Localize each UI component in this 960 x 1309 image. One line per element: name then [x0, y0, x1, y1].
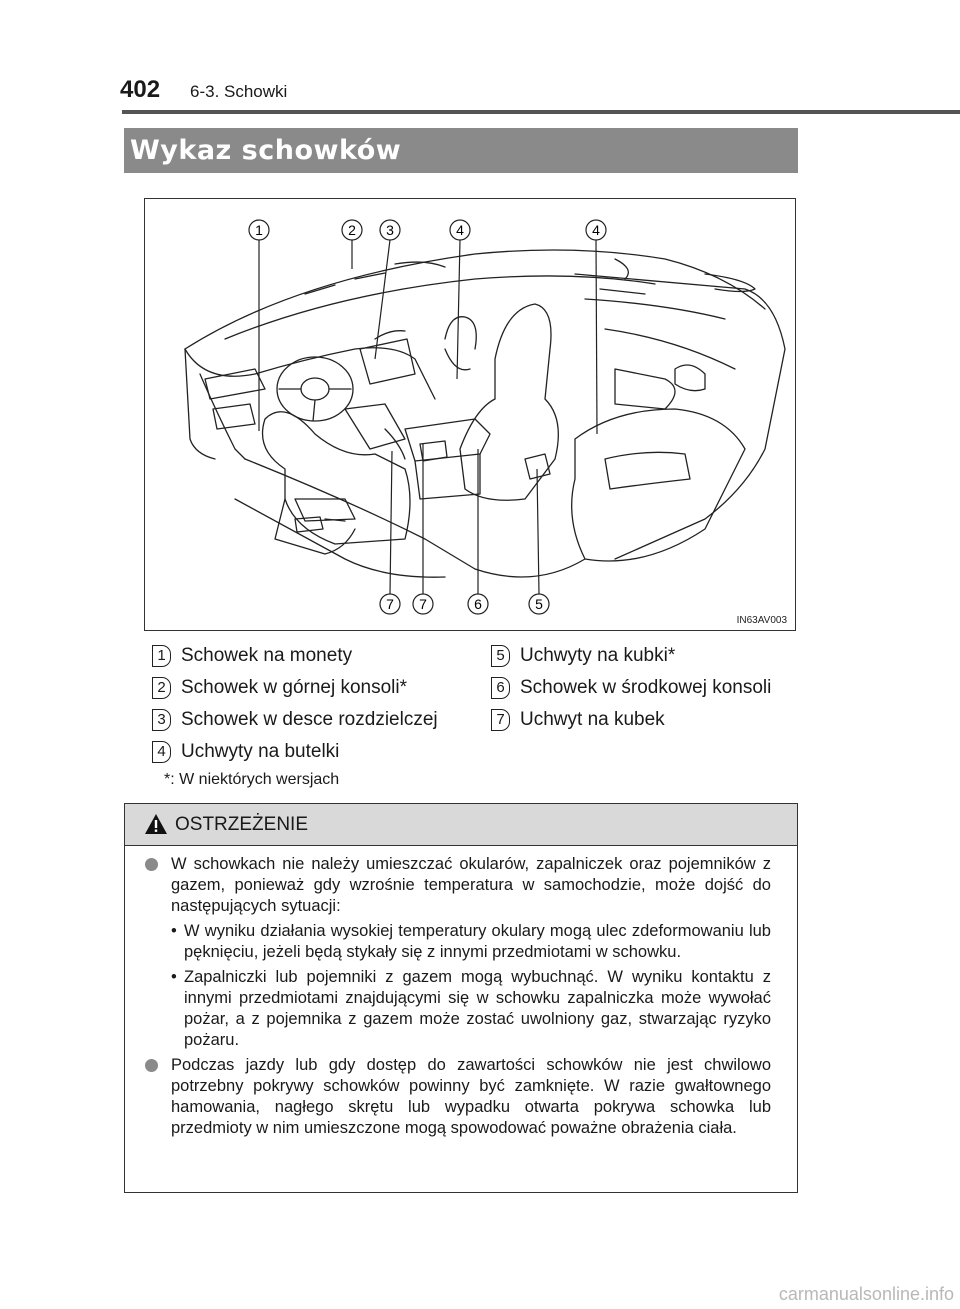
legend-label: Uchwyt na kubek	[520, 709, 665, 730]
warning-item	[145, 1055, 771, 1139]
legend-item-3	[152, 709, 438, 731]
header-divider	[122, 110, 960, 114]
legend-label: Schowek na monety	[181, 645, 353, 666]
sub-bullet: •	[171, 968, 177, 986]
svg-text:7: 7	[419, 596, 427, 612]
legend-label: Uchwyty na kubki*	[520, 645, 676, 666]
callout-6	[468, 594, 488, 614]
callout-7b	[413, 594, 433, 614]
callout-4b	[586, 220, 606, 240]
callout-7a	[380, 594, 400, 614]
svg-text:1: 1	[255, 222, 263, 238]
callout-1	[249, 220, 269, 240]
legend-label: Schowek w desce rozdzielczej	[181, 709, 438, 730]
legend-item-7	[491, 709, 665, 731]
callouts-bottom	[380, 594, 549, 614]
legend-item-4	[152, 741, 339, 763]
car-interior-illustration	[144, 198, 796, 631]
callout-3	[380, 220, 400, 240]
svg-text:2: 2	[348, 222, 356, 238]
legend-number: 3	[152, 709, 171, 731]
callouts-top	[249, 220, 606, 240]
figure-code: IN63AV003	[736, 615, 787, 626]
legend-item-6	[491, 677, 771, 699]
svg-text:4: 4	[456, 222, 464, 238]
legend-number: 6	[491, 677, 510, 699]
warning-item-text: Podczas jazdy lub gdy dostęp do zawartości schowków nie jest chwilowo potrzebny pokrywy schowków powinny być zamknięte. W razie gwałtownego hamowania, nagłego skrętu lub wypadku otwarta pokrywa schowka lub przedmioty w nim umieszczone mogą spowodować poważne obrażenia ciała.	[171, 1056, 771, 1137]
legend-number: 5	[491, 645, 510, 667]
warning-subitem-text: Zapalniczki lub pojemniki z gazem mogą wybuchnąć. W wyniku kontaktu z innymi przedmiotami znajdującymi się w schowku zapalniczka może wywołać pożar, a z pojemnika z gazem może zostać uwolniony gaz, stwarzając ryzyko pożaru.	[184, 968, 771, 1049]
sub-bullet: •	[171, 922, 177, 940]
legend-number: 1	[152, 645, 171, 667]
footnote: *: W niektórych wersjach	[164, 771, 340, 788]
legend-number: 4	[152, 741, 171, 763]
warning-triangle-icon	[144, 813, 168, 835]
warning-header	[125, 804, 797, 846]
warning-item	[145, 854, 771, 917]
legend-number: 7	[491, 709, 510, 731]
svg-text:3: 3	[386, 222, 394, 238]
car-interior-drawing	[145, 199, 796, 631]
title-bar	[124, 128, 798, 173]
callout-2	[342, 220, 362, 240]
legend-number: 2	[152, 677, 171, 699]
warning-body	[145, 854, 771, 1143]
warning-subitem-text: W wyniku działania wysokiej temperatury okulary mogą ulec zdeformowaniu lub pęknięciu, jeżeli będą stykały się z innymi przedmiotami w schowku.	[184, 922, 771, 961]
callout-4a	[450, 220, 470, 240]
legend-item-2	[152, 677, 407, 699]
warning-box	[124, 803, 798, 1193]
warning-subitem	[145, 967, 771, 1051]
legend-item-1	[152, 645, 352, 667]
legend-label: Uchwyty na butelki	[181, 741, 340, 762]
legend-item-5	[491, 645, 675, 667]
callout-5	[529, 594, 549, 614]
legend-label: Schowek w środkowej konsoli	[520, 677, 772, 698]
svg-text:6: 6	[474, 596, 482, 612]
section-title: 6-3. Schowki	[190, 82, 288, 101]
page-title: Wykaz schowków	[130, 135, 402, 166]
svg-text:7: 7	[386, 596, 394, 612]
bullet-dot-icon	[145, 858, 158, 871]
watermark[interactable]: carmanualsonline.info	[778, 1284, 954, 1304]
warning-subitem	[145, 921, 771, 963]
svg-text:4: 4	[592, 222, 600, 238]
warning-item-text: W schowkach nie należy umieszczać okularów, zapalniczek oraz pojemników z gazem, ponieważ gdy wzrośnie temperatura w samochodzie, może dojść do następujących sytuacji:	[171, 855, 771, 915]
page-number: 402	[120, 76, 161, 103]
legend-label: Schowek w górnej konsoli*	[181, 677, 408, 698]
bullet-dot-icon	[145, 1059, 158, 1072]
warning-title: OSTRZEŻENIE	[175, 814, 309, 835]
svg-text:5: 5	[535, 596, 543, 612]
